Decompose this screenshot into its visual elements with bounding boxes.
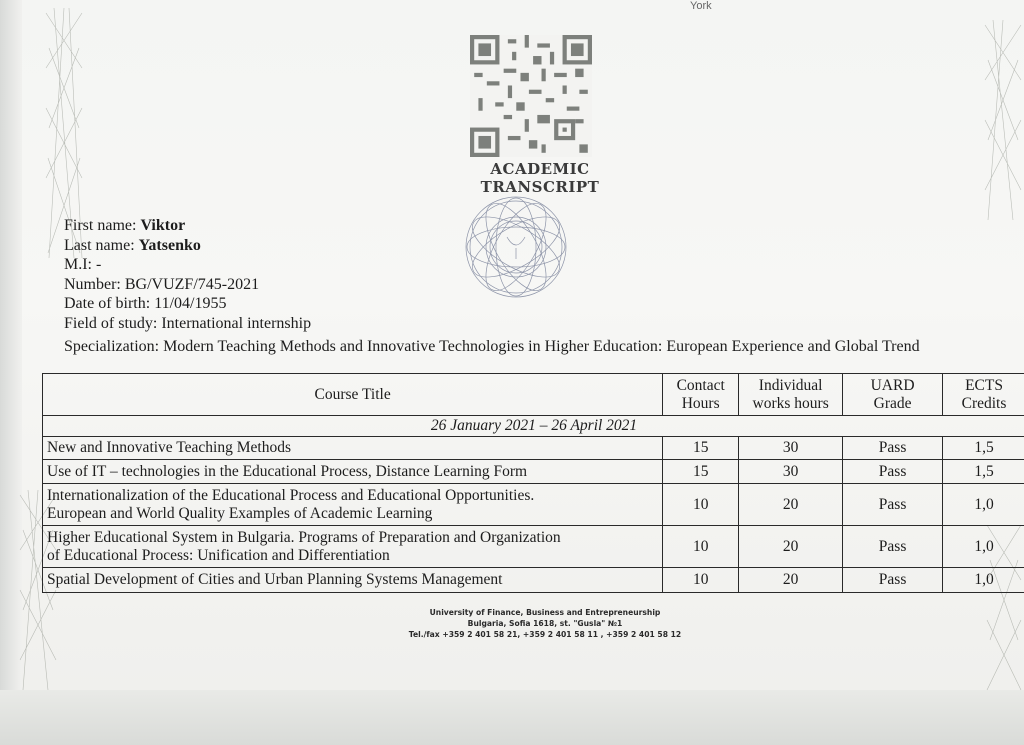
specialization-label: Specialization:: [64, 338, 160, 355]
date-of-birth-label: Date of birth:: [64, 295, 151, 312]
ects-cell: 1,5: [943, 460, 1024, 484]
number-row: [64, 275, 311, 295]
qr-code: [470, 33, 592, 159]
individual-hours-cell: 20: [739, 484, 843, 526]
contact-hours-cell: 15: [663, 437, 739, 460]
ects-cell: 1,0: [943, 484, 1024, 526]
date-of-birth-value: 11/04/1955: [154, 295, 227, 312]
specialization-value: Modern Teaching Methods and Innovative Technologies in Higher Education: European Experience and Global Trend: [163, 338, 920, 355]
right-guilloche-ornament: [983, 20, 1023, 220]
individual-hours-cell: 20: [739, 526, 843, 568]
last-name-value: Yatsenko: [138, 236, 201, 254]
course-title-cell: New and Innovative Teaching Methods: [43, 437, 663, 460]
individual-hours-header: Individual works hours: [739, 374, 843, 416]
period-cell: 26 January 2021 – 26 April 2021: [43, 416, 1024, 437]
specialization-row: [64, 338, 920, 356]
period-row: [43, 416, 1024, 437]
number-value: BG/VUZF/745-2021: [124, 275, 260, 293]
course-title-cell: Higher Educational System in Bulgaria. Programs of Preparation and Organization of Educational Process: Unification and Differentiation: [43, 526, 663, 568]
ects-cell: 1,0: [943, 526, 1024, 568]
field-of-study-value: International internship: [161, 314, 312, 332]
university-footer: [380, 607, 710, 640]
course-title-cell: Spatial Development of Cities and Urban Planning Systems Management: [43, 568, 663, 593]
contact-hours-cell: 10: [663, 568, 739, 593]
individual-hours-cell: 20: [739, 568, 843, 593]
field-of-study-row: [64, 314, 311, 334]
ects-credits-header: ECTS Credits: [943, 374, 1024, 416]
contact-hours-cell: 10: [663, 526, 739, 568]
university-address: Bulgaria, Sofia 1618, st. "Gusla" №1: [467, 619, 623, 628]
date-of-birth-row: [64, 294, 311, 314]
table-row: [43, 568, 1024, 593]
university-seal: [447, 193, 585, 301]
individual-hours-cell: 30: [739, 460, 843, 484]
contact-hours-cell: 10: [663, 484, 739, 526]
last-name-label: Last name:: [64, 236, 135, 254]
middle-initial-value: -: [96, 256, 102, 273]
table-header-row: [43, 374, 1024, 416]
document-heading: ACADEMIC TRANSCRIPT: [480, 160, 600, 196]
course-title-cell: Use of IT – technologies in the Educational Process, Distance Learning Form: [43, 460, 663, 484]
grade-cell: Pass: [843, 437, 943, 460]
course-title-cell: Internationalization of the Educational Process and Educational Opportunities. European and World Quality Examples of Academic Learning: [43, 484, 663, 526]
grade-cell: Pass: [843, 568, 943, 593]
first-name-row: [64, 216, 311, 236]
contact-hours-header: Contact Hours: [663, 374, 739, 416]
field-of-study-label: Field of study:: [64, 314, 158, 332]
contact-hours-cell: 15: [663, 460, 739, 484]
top-edge-fragment: York: [690, 0, 712, 12]
table-row: [43, 484, 1024, 526]
ects-cell: 1,5: [943, 437, 1024, 460]
university-name: University of Finance, Business and Entrepreneurship: [429, 608, 661, 617]
middle-initial-row: [64, 255, 311, 275]
course-table: [42, 373, 1024, 593]
table-row: [43, 437, 1024, 460]
middle-initial-label: M.I:: [64, 256, 92, 273]
first-name-label: First name:: [64, 217, 137, 234]
student-info: [64, 216, 311, 333]
last-name-row: [64, 236, 311, 256]
grade-cell: Pass: [843, 460, 943, 484]
course-title-header: Course Title: [43, 374, 663, 416]
ects-cell: 1,0: [943, 568, 1024, 593]
grade-cell: Pass: [843, 484, 943, 526]
table-row: [43, 526, 1024, 568]
first-name-value: Viktor: [140, 217, 186, 234]
individual-hours-cell: 30: [739, 437, 843, 460]
university-phones: Tel./fax +359 2 401 58 21, +359 2 401 58 11 , +359 2 401 58 12: [408, 630, 682, 639]
table-row: [43, 460, 1024, 484]
number-label: Number:: [64, 275, 121, 293]
uard-grade-header: UARD Grade: [843, 374, 943, 416]
grade-cell: Pass: [843, 526, 943, 568]
page-shadow: [0, 690, 1024, 745]
